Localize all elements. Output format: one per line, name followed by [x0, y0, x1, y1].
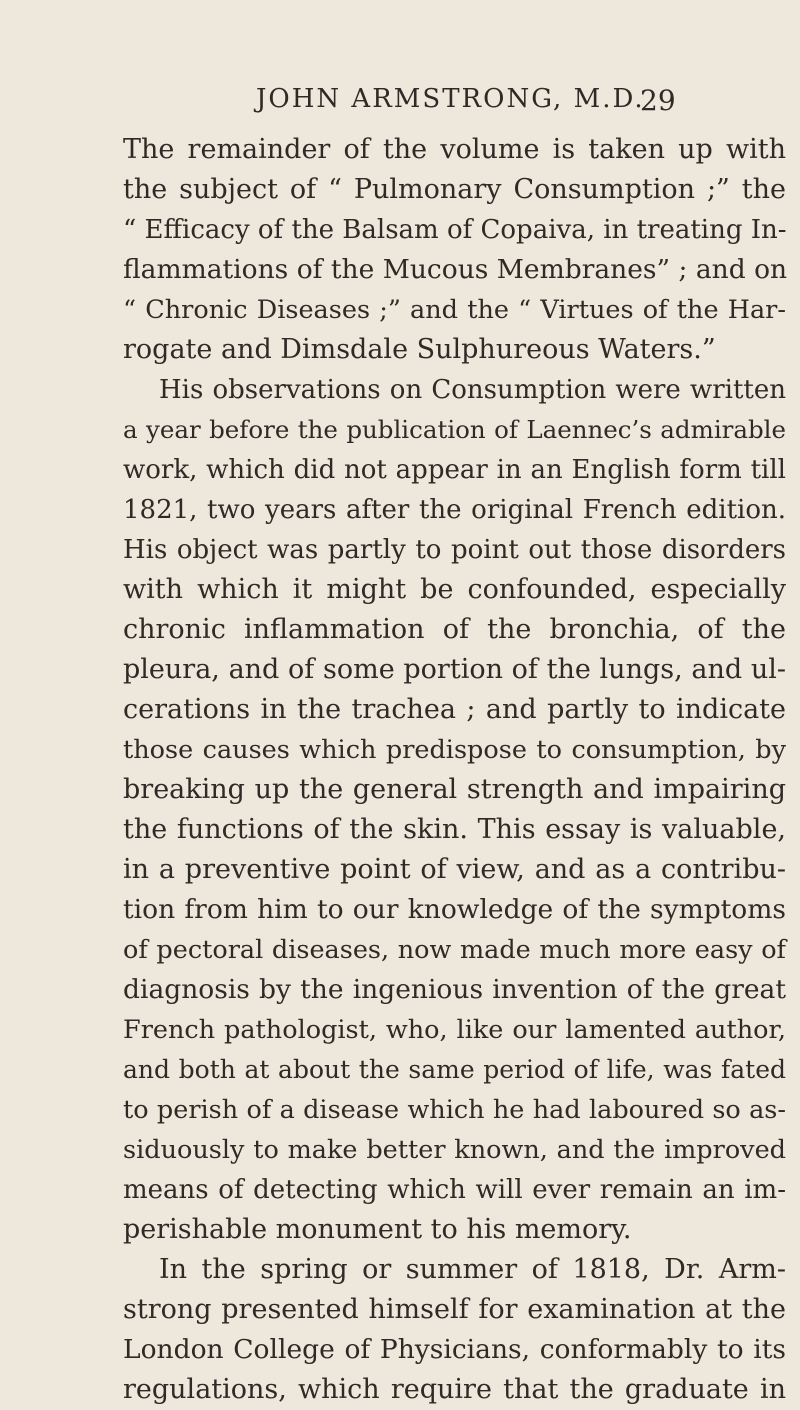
text-line: and both at about the same period of life, was fated — [123, 1055, 786, 1084]
text-line: flammations of the Mucous Membranes” ; and on — [123, 254, 788, 285]
text-line: French pathologist, who, like our lamented author, — [123, 1015, 786, 1045]
text-line: rogate and Dimsdale Sulphureous Waters.” — [123, 334, 716, 365]
text-line: cerations in the trachea ; and partly to indicate — [123, 694, 786, 725]
text-line: in a preventive point of view, and as a contribu- — [123, 854, 786, 885]
text-line: regulations, which require that the graduate in — [123, 1374, 786, 1405]
text-line: The remainder of the volume is taken up with — [123, 134, 786, 165]
text-line: perishable monument to his memory. — [123, 1214, 632, 1245]
text-line: to perish of a disease which he had laboured so as- — [123, 1095, 786, 1125]
text-line: the subject of “ Pulmonary Consumption ;” the — [123, 174, 786, 205]
text-line: work, which did not appear in an English form till — [123, 455, 786, 485]
text-line: “ Chronic Diseases ;” and the “ Virtues of the Har- — [123, 295, 786, 325]
text-line: the functions of the skin. This essay is valuable, — [123, 814, 786, 845]
text-line: with which it might be confounded, especially — [123, 574, 786, 605]
paragraph-start-line: His observations on Consumption were written — [159, 375, 786, 405]
text-line: of pectoral diseases, now made much more easy of — [123, 935, 786, 965]
text-line: pleura, and of some portion of the lungs, and ul- — [123, 654, 786, 685]
text-line: means of detecting which will ever remain an im- — [123, 1175, 786, 1205]
text-line: a year before the publication of Laennec’s admirable — [123, 415, 786, 444]
text-line: strong presented himself for examination at the — [123, 1294, 786, 1325]
page-header — [0, 84, 800, 124]
text-line: “ Efficacy of the Balsam of Copaiva, in treating In- — [123, 215, 787, 245]
running-head: JOHN ARMSTRONG, M.D. — [256, 84, 645, 114]
text-line: tion from him to our knowledge of the symptoms — [123, 894, 786, 925]
text-line: breaking up the general strength and impairing — [123, 774, 786, 805]
text-line: His object was partly to point out those disorders — [123, 535, 786, 565]
text-line: chronic inflammation of the bronchia, of the — [123, 614, 786, 645]
text-line: siduously to make better known, and the improved — [123, 1135, 786, 1165]
text-line: London College of Physicians, conformably to its — [123, 1334, 786, 1365]
page-number: 29 — [640, 84, 676, 117]
text-line: those causes which predispose to consumption, by — [123, 735, 786, 765]
text-line: diagnosis by the ingenious invention of the great — [123, 974, 786, 1005]
paragraph-start-line: In the spring or summer of 1818, Dr. Arm- — [159, 1254, 786, 1285]
text-line: 1821, two years after the original French edition. — [123, 495, 786, 525]
